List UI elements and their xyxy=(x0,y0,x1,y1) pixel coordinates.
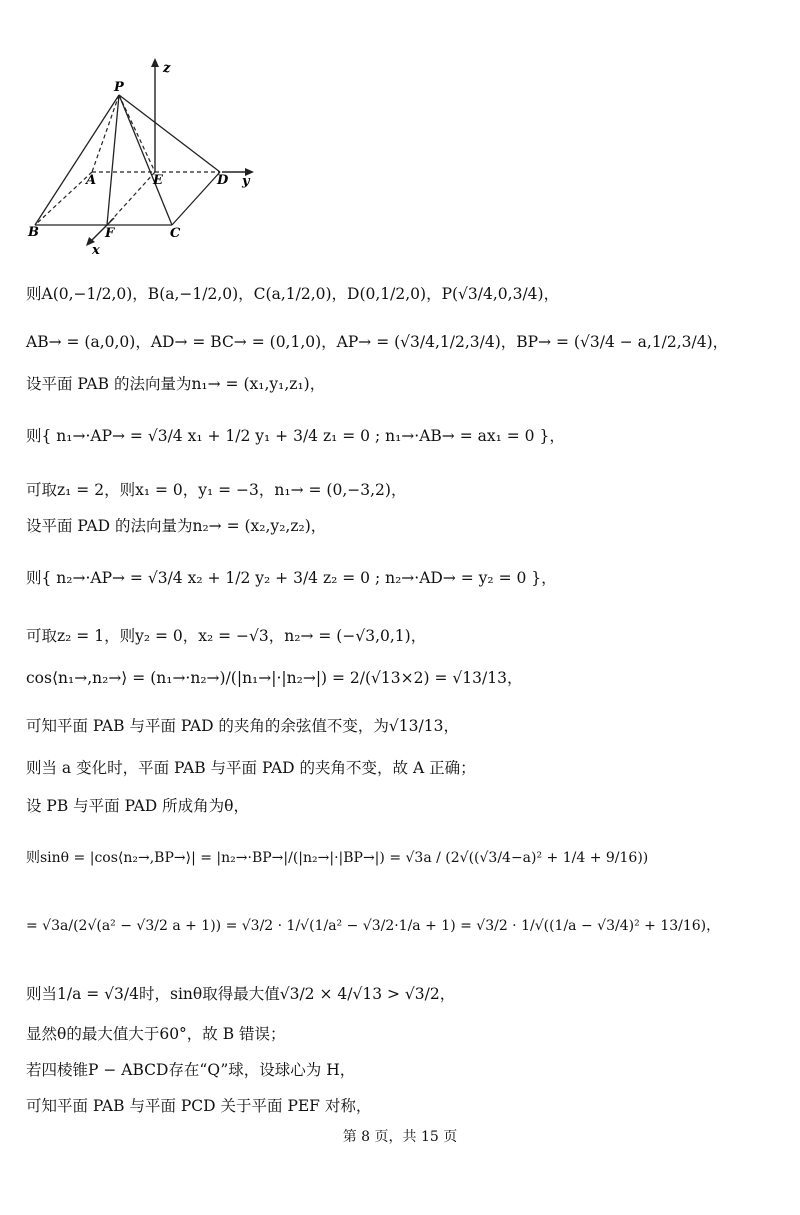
label-x: x xyxy=(92,243,100,258)
edge-PB xyxy=(35,95,119,225)
line-system-2: 则{ n₂→·AP→ = √3/4 x₂ + 1/2 y₂ + 3/4 z₂ = 0 ; n₂→·AD→ = y₂ = 0 }， xyxy=(26,569,557,587)
label-A: A xyxy=(86,173,97,188)
label-E: E xyxy=(153,173,163,188)
line-max: 则当1/a = √3/4时，sinθ取得最大值√3/2 × 4/√13 > √3/2， xyxy=(26,985,456,1003)
line-symmetry: 可知平面 PAB 与平面 PCD 关于平面 PEF 对称， xyxy=(26,1097,372,1115)
line-cos-constant: 可知平面 PAB 与平面 PAD 的夹角的余弦值不变，为√13/13， xyxy=(26,717,459,735)
label-F: F xyxy=(105,226,115,241)
line-n2-value: 可取z₂ = 1，则y₂ = 0，x₂ = −√3，n₂→ = (−√3,0,1)， xyxy=(26,627,427,645)
edge-EF xyxy=(107,172,155,225)
label-B: B xyxy=(28,225,39,240)
line-cos: cos⟨n₁→,n₂→⟩ = (n₁→·n₂→)/(|n₁→|·|n₂→|) = 2/(√13×2) = √13/13， xyxy=(26,669,523,687)
line-normal-pad: 设平面 PAD 的法向量为n₂→ = (x₂,y₂,z₂)， xyxy=(26,517,327,535)
edge-PF xyxy=(107,95,119,225)
line-n1-value: 可取z₁ = 2，则x₁ = 0，y₁ = −3，n₁→ = (0,−3,2)， xyxy=(26,481,407,499)
line-conclusion-b: 显然θ的最大值大于60°，故 B 错误； xyxy=(26,1025,286,1043)
line-vectors: AB→ = (a,0,0)，AD→ = BC→ = (0,1,0)，AP→ = (√3/4,1/2,3/4)，BP→ = (√3/4 − a,1/2,3/4)， xyxy=(26,333,729,351)
pyramid-figure xyxy=(22,50,262,264)
label-D: D xyxy=(217,173,229,188)
line-sphere: 若四棱锥P − ABCD存在“Q”球，设球心为 H， xyxy=(26,1061,356,1079)
line-conclusion-a: 则当 a 变化时，平面 PAB 与平面 PAD 的夹角不变，故 A 正确； xyxy=(26,759,476,777)
line-coordinates: 则A(0,−1/2,0)，B(a,−1/2,0)，C(a,1/2,0)，D(0,1/2,0)，P(√3/4,0,3/4)， xyxy=(26,285,560,303)
label-y: y xyxy=(242,174,250,189)
edge-CD xyxy=(172,172,220,225)
line-sin-simplify: = √3a/(2√(a² − √3/2 a + 1)) = √3/2 · 1/√(1/a² − √3/2·1/a + 1) = √3/2 · 1/√((1/a − √3/4)² + 13/16)， xyxy=(26,918,721,934)
z-axis-arrow xyxy=(151,58,159,67)
label-C: C xyxy=(170,226,181,241)
label-z: z xyxy=(163,61,171,76)
line-sin: 则sinθ = |cos⟨n₂→,BP→⟩| = |n₂→·BP→|/(|n₂→|·|BP→|) = √3a / (2√((√3/4−a)² + 1/4 + 9/16)) xyxy=(26,850,649,866)
label-P: P xyxy=(114,80,124,95)
line-theta: 设 PB 与平面 PAD 所成角为θ， xyxy=(26,797,249,815)
line-normal-pab: 设平面 PAB 的法向量为n₁→ = (x₁,y₁,z₁)， xyxy=(26,375,326,393)
page-footer: 第 8 页，共 15 页 xyxy=(342,1129,458,1145)
line-system-1: 则{ n₁→·AP→ = √3/4 x₁ + 1/2 y₁ + 3/4 z₁ = 0 ; n₁→·AB→ = ax₁ = 0 }， xyxy=(26,427,565,445)
pyramid-diagram xyxy=(22,50,262,260)
